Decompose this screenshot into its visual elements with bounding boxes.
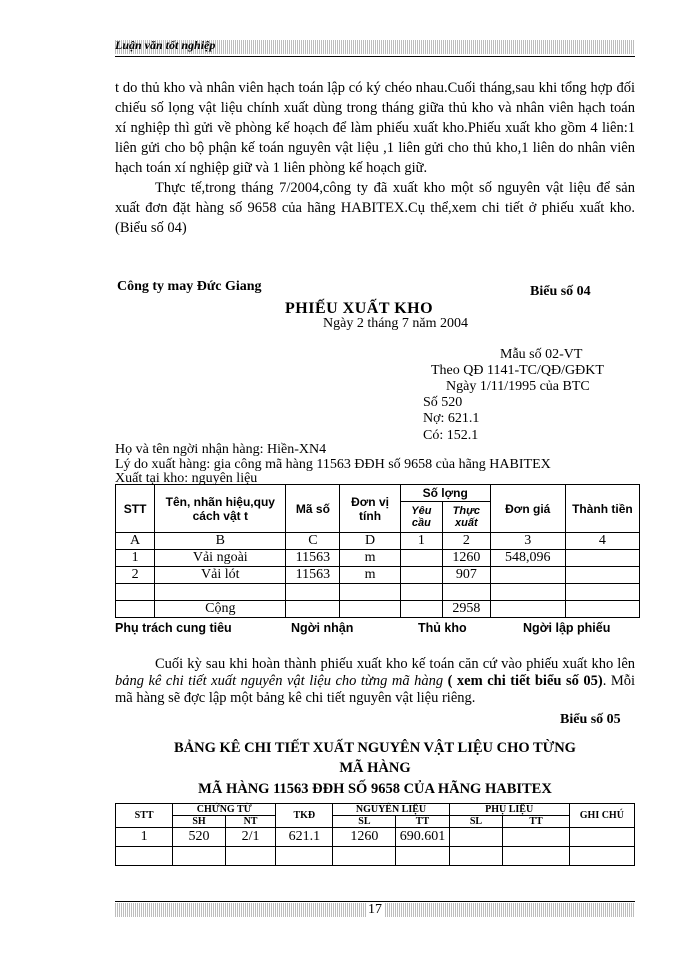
listing-header-note: GHI CHÚ [569,804,634,828]
table-cell: 4 [565,533,639,550]
table-cell: 907 [443,567,491,584]
listing-header-voucher: CHỨNG TỪ [173,804,276,816]
table-cell [443,584,491,601]
table-cell [225,847,275,866]
table-cell [503,847,569,866]
table-cell [490,584,565,601]
form-number: Mẫu số 02-VT [500,347,583,362]
table-cell [569,847,634,866]
listing-title-2: MÃ HÀNG [339,760,411,776]
table-cell [565,601,639,618]
listing-header-stt: STT [116,804,173,828]
table-cell [400,567,442,584]
table-cell: Vải ngoài [155,550,286,567]
table-cell: B [155,533,286,550]
issue-slip-table [115,484,640,618]
table-cell: 1 [400,533,442,550]
table-cell: 621.1 [276,828,333,847]
table-cell: 11563 [286,567,340,584]
column-header-requested: Yêu cầu [400,502,442,533]
table-cell [565,584,639,601]
listing-subheader-row [116,816,635,828]
listing-header-aux: PHỤ LIỆU [449,804,569,816]
intro-text [115,78,635,238]
table-cell [286,601,340,618]
table-cell: 1 [116,550,155,567]
listing-header-tt: TT [396,816,449,828]
table-header-row [116,485,640,502]
column-header-unit: Đơn vị tính [340,485,400,533]
column-header-code: Mã số [286,485,340,533]
company-name: Công ty may Đức Giang [117,279,262,294]
table-cell: Vải lót [155,567,286,584]
total-actual-quantity: 2958 [443,601,491,618]
slip-title: PHIẾU XUẤT KHO [285,300,434,317]
table-cell [333,847,396,866]
table-row [116,550,640,567]
debit-account: Nợ: 621.1 [423,411,480,426]
table-code-row [116,533,640,550]
column-header-quantity: Số lợng [400,485,490,502]
table-cell [286,584,340,601]
listing-header-row [116,804,635,816]
intro-paragraph-1: t do thủ kho và nhân viên hạch toán lập có ký chéo nhau.Cuối tháng,sau khi tổng hợp đối chiếu số lọng vật liệu chính xuất dùng trong tháng giữa thủ kho và nhân viên hạch toán xí nghiệp thì gửi về phòng kế hoạch để làm phiếu xuất kho.Phiếu xuất kho gồm 4 liên:1 liên gửi cho bộ phận kế toán nguyên vật liệu ,1 liên gửi cho thủ kho,1 liên do nhân viên hạch toán xí nghiệp giữ và 1 liên phòng kế hoạch giữ. [115,80,635,176]
table-cell [490,567,565,584]
table-row [116,847,635,866]
table-cell: 548,096 [490,550,565,567]
form-decision: Theo QĐ 1141-TC/QĐ/GĐKT [431,363,604,378]
table-cell [569,828,634,847]
table-cell [396,847,449,866]
listing-header-aux-sl: SL [449,816,503,828]
form-label-05: Biểu số 05 [560,712,621,727]
table-cell: 2 [443,533,491,550]
table-cell: 1 [116,828,173,847]
listing-header-sl: SL [333,816,396,828]
listing-header-material: NGUYÊN LIỆU [333,804,449,816]
listing-header-tkd: TKĐ [276,804,333,828]
table-row [116,828,635,847]
middle-text-d: . Mỗi mã hàng sẽ đợc lập một bảng kê chi tiết nguyên vật liệu riêng. [115,673,635,706]
table-cell: A [116,533,155,550]
listing-title-1: BẢNG KÊ CHI TIẾT XUẤT NGUYÊN VẬT LIỆU CHO TỪNG [174,740,576,756]
signature-supply: Phụ trách cung tiêu [115,621,232,635]
table-cell [340,601,400,618]
total-label: Cộng [155,601,286,618]
table-cell [400,584,442,601]
table-cell [116,584,155,601]
header-rule [115,56,635,57]
table-cell: 1260 [443,550,491,567]
warehouse-line: Xuất tại kho: nguyên liệu [115,471,258,486]
table-cell [449,828,503,847]
header-title: Luận văn tốt nghiệp [115,38,216,52]
table-cell [340,584,400,601]
signature-receiver: Ngời nhận [291,621,354,635]
table-cell [116,847,173,866]
table-cell: 2/1 [225,828,275,847]
column-header-name: Tên, nhãn hiệu,quy cách vật t [155,485,286,533]
table-cell: D [340,533,400,550]
table-cell: 520 [173,828,226,847]
table-cell: 2 [116,567,155,584]
middle-text-a: Cuối kỳ sau khi hoàn thành phiếu xuất kho kế toán căn cứ vào phiếu xuất kho lên [155,656,635,672]
table-cell [490,601,565,618]
reason-line: Lý do xuất hàng: gia công mã hàng 11563 ĐĐH số 9658 của hãng HABITEX [115,457,551,472]
column-header-actual: Thực xuất [443,502,491,533]
table-cell: 1260 [333,828,396,847]
column-header-amount: Thành tiền [565,485,639,533]
credit-account: Có: 152.1 [423,428,479,443]
table-cell [276,847,333,866]
table-cell: 690.601 [396,828,449,847]
table-cell: 3 [490,533,565,550]
table-cell: m [340,567,400,584]
signature-storekeeper: Thủ kho [418,621,467,635]
material-listing-table [115,803,635,866]
table-cell [155,584,286,601]
table-cell [400,550,442,567]
middle-text-italic: bảng kê chi tiết xuất nguyên vật liệu cho từng mã hàng [115,673,444,689]
table-cell [173,847,226,866]
table-cell [400,601,442,618]
listing-header-nt: NT [225,816,275,828]
slip-number: Số 520 [423,395,463,410]
table-cell: 11563 [286,550,340,567]
middle-text-bold: ( xem chi tiết biểu số 05) [443,673,603,689]
column-header-stt: STT [116,485,155,533]
table-row [116,584,640,601]
table-cell [449,847,503,866]
page-number: 17 [368,902,382,917]
receiver-line: Họ và tên ngời nhận hàng: Hiền-XN4 [115,442,327,457]
table-cell [116,601,155,618]
middle-text [115,656,635,707]
table-total-row [116,601,640,618]
table-row [116,567,640,584]
intro-paragraph-2: Thực tế,trong tháng 7/2004,công ty đã xuất kho một số nguyên vật liệu để sản xuất đơn đặt hàng số 9658 của hãng HABITEX.Cụ thể,xem chi tiết ở phiếu xuất kho.(Biểu số 04) [115,180,635,236]
table-cell [503,828,569,847]
listing-header-sh: SH [173,816,226,828]
table-cell: C [286,533,340,550]
form-decision-date: Ngày 1/11/1995 của BTC [446,379,590,394]
table-cell [565,567,639,584]
signature-preparer: Ngời lập phiếu [523,621,611,635]
form-label-04: Biểu số 04 [530,284,591,299]
listing-header-aux-tt: TT [503,816,569,828]
slip-date: Ngày 2 tháng 7 năm 2004 [323,316,469,331]
table-cell: m [340,550,400,567]
column-header-price: Đơn giá [490,485,565,533]
listing-title-3: MÃ HÀNG 11563 ĐĐH SỐ 9658 CỦA HÃNG HABITEX [198,781,552,797]
table-cell [565,550,639,567]
